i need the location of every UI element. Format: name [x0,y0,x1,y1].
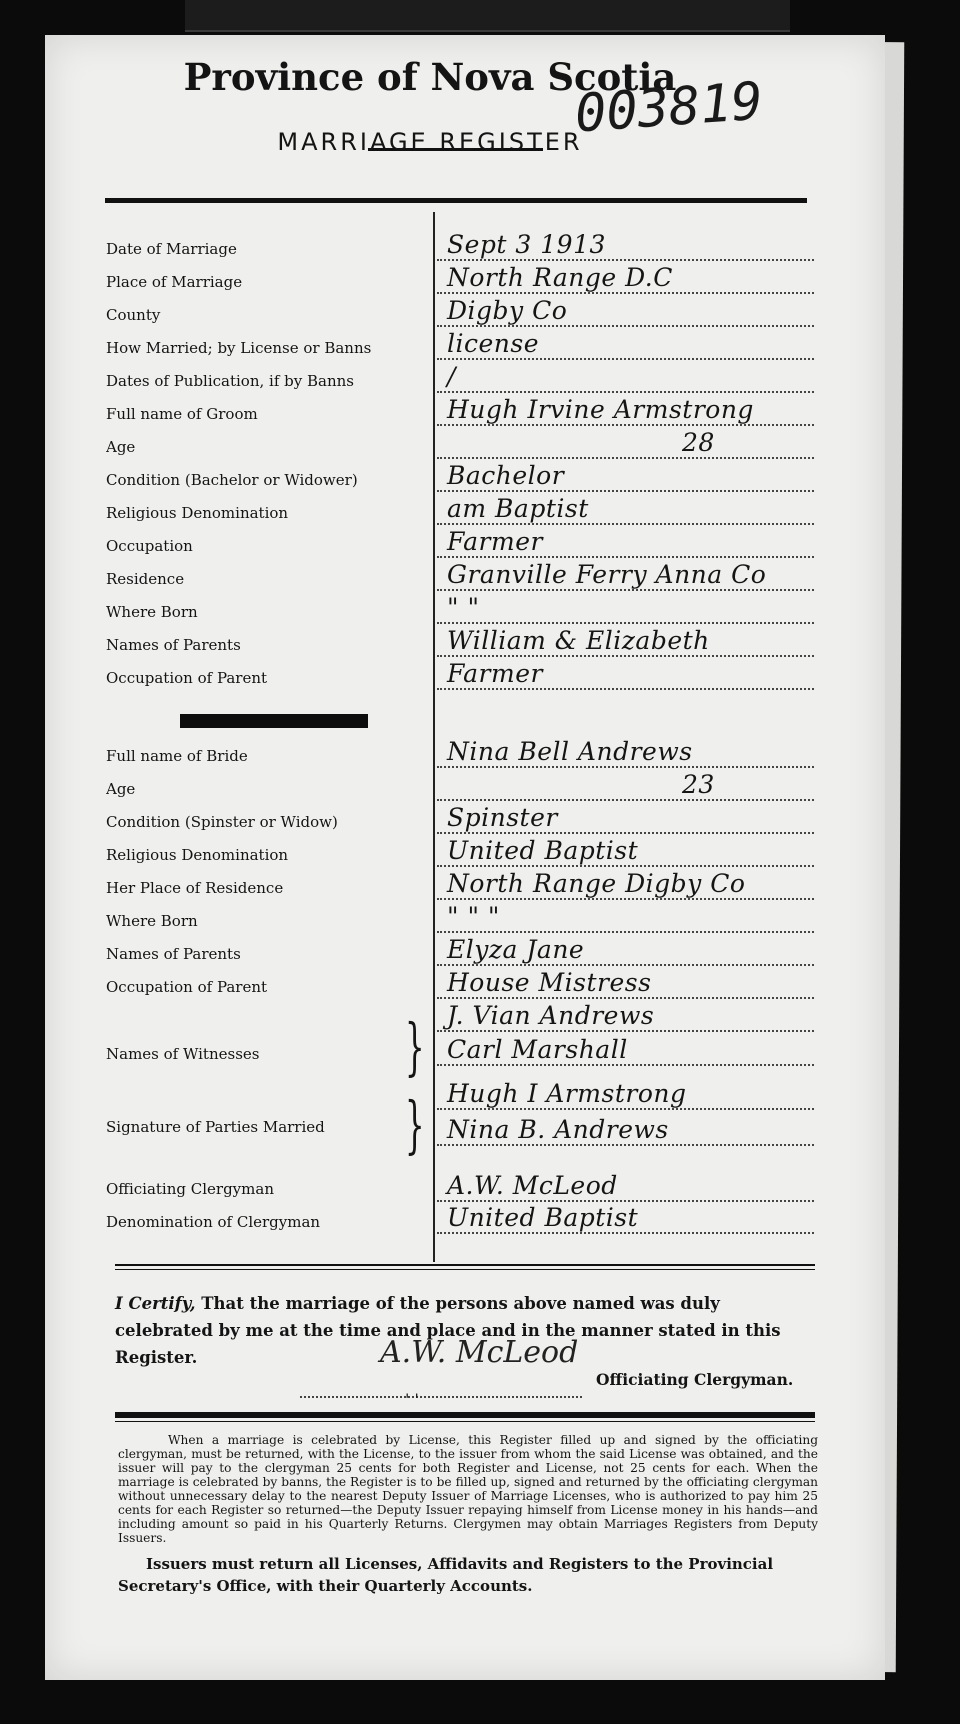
field-label: Occupation of Parent [106,669,268,687]
signature-1-value [437,1079,814,1110]
field-label: Date of Marriage [106,240,237,258]
field-label: Her Place of Residence [106,879,284,897]
denomination-clergy-label-row [106,1211,426,1233]
signature-2-value [437,1115,814,1146]
handwriting: license [447,329,540,358]
handwriting: " " " [447,902,500,931]
witness-1-value [437,1001,814,1032]
field-label: How Married; by License or Banns [106,339,372,357]
field-label: Full name of Bride [106,747,248,765]
handwriting: Nina B. Andrews [447,1115,669,1144]
field-value [437,230,814,261]
mid-rule-2 [115,1269,815,1270]
handwriting: 28 [682,428,715,457]
mid-rule-1 [115,1264,815,1266]
field-label: Where Born [106,912,198,930]
handwriting: am Baptist [447,494,589,523]
field-label: Condition (Spinster or Widow) [106,813,338,831]
field-label-row [106,568,426,590]
handwriting: North Range D.C [447,263,673,292]
field-label: Occupation [106,537,193,555]
field-value [437,395,814,426]
handwriting: Hugh Irvine Armstrong [447,395,754,424]
handwriting: Spinster [447,803,558,832]
field-label-row [106,370,426,392]
field-label: Signature of Parties Married [106,1118,325,1136]
page-title: Province of Nova Scotia [183,55,677,99]
field-value [437,737,814,768]
field-value [437,560,814,591]
officiating-label-row [106,1178,426,1200]
field-value [437,428,814,459]
handwriting: Carl Marshall [447,1035,628,1064]
dot-leader [106,451,426,453]
field-value [437,902,814,933]
field-label: Condition (Bachelor or Widower) [106,471,358,489]
field-label: Names of Witnesses [106,1045,260,1063]
denomination-clergy-value [437,1203,814,1234]
field-label: Denomination of Clergyman [106,1213,321,1231]
field-label: Residence [106,570,185,588]
handwriting: / [447,362,456,391]
field-label: County [106,306,161,324]
handwriting: 23 [682,770,715,799]
field-label-row [106,910,426,932]
field-label: Where Born [106,603,198,621]
handwriting: J. Vian Andrews [447,1001,655,1030]
tape-strip [185,0,790,32]
certify-body: That the marriage of the persons above named was duly celebrated by me at the time and place and in the manner stated in this Register. [115,1294,781,1367]
handwriting: A.W. McLeod [447,1171,618,1200]
field-label: Place of Marriage [106,273,243,291]
handwriting: North Range Digby Co [447,869,746,898]
field-label-row [106,238,426,260]
signature-line [300,1370,582,1398]
witnesses-brace: } [404,1010,425,1083]
field-label-row [106,271,426,293]
field-label-row [106,634,426,656]
column-divider [433,212,435,1262]
license-notice: When a marriage is celebrated by License, this Register filled up and signed by the officiating clergyman, must be returned, with the License, to the issuer from whom the said License was obtained, and the issuer will pay to the clergyman 25 cents for both Register and License, not 25 cents for each. When the marriage is celebrated by banns, the Register is to be filled up, signed and returned by the officiating clergyman without unnecessary delay to the nearest Deputy Issuer of Marriage Licenses, who is authorized to pay him 25 cents for each Register so returned—the Deputy Issuer repaying himself from License money in his hands—and including amount so paid in his Quarterly Returns. Clergymen may obtain Marriages Registers from Deputy Issuers. [118,1433,818,1545]
certify-lead: I Certify, [115,1294,196,1313]
field-value [437,869,814,900]
field-label: Religious Denomination [106,846,289,864]
field-value [437,263,814,294]
field-label-row [106,601,426,623]
handwriting: United Baptist [447,836,639,865]
witness-2-value [437,1035,814,1066]
footer-rule-2 [115,1421,815,1422]
field-label-row [106,811,426,833]
field-value [437,527,814,558]
field-value [437,968,814,999]
field-label-row [106,469,426,491]
clergy-signature: A.W. McLeod [380,1335,579,1370]
handwriting: Nina Bell Andrews [447,737,693,766]
handwriting: United Baptist [447,1203,639,1232]
field-value [437,626,814,657]
field-label: Occupation of Parent [106,978,268,996]
field-value [437,461,814,492]
field-value [437,803,814,834]
field-label-row [106,304,426,326]
field-label-row [106,745,426,767]
handwriting: William & Elizabeth [447,626,710,655]
field-label-row [106,337,426,359]
field-label: Age [106,780,136,798]
field-label-row [106,502,426,524]
field-value [437,836,814,867]
field-value [437,362,814,393]
field-label: Age [106,438,136,456]
redaction-bar [180,714,368,728]
footer-rule-1 [115,1412,815,1418]
field-value [437,494,814,525]
handwriting: " " [447,593,480,622]
field-label: Full name of Groom [106,405,258,423]
witnesses-label-row [106,1043,426,1065]
handwriting: Bachelor [447,461,565,490]
field-label: Officiating Clergyman [106,1180,274,1198]
handwriting: Digby Co [447,296,568,325]
field-label: Names of Parents [106,636,241,654]
field-value [437,659,814,690]
field-label-row [106,976,426,998]
handwriting: Farmer [447,527,543,556]
field-label-row [106,535,426,557]
signatures-label-row [106,1116,426,1138]
register-number: 003819 [573,71,765,145]
field-label-row [106,667,426,689]
field-label: Dates of Publication, if by Banns [106,372,354,390]
signature-ticks: ' ' [405,1390,419,1409]
handwriting: Elyza Jane [447,935,585,964]
dot-leader [106,793,426,795]
header-rule [105,198,807,203]
handwriting: House Mistress [447,968,652,997]
signature-label: Officiating Clergyman. [596,1370,794,1389]
officiating-value [437,1171,814,1202]
field-value [437,935,814,966]
handwriting: Farmer [447,659,543,688]
signatures-brace: } [404,1088,425,1161]
field-label-row [106,436,426,458]
handwriting: Hugh I Armstrong [447,1079,687,1108]
field-value [437,296,814,327]
field-value [437,329,814,360]
field-label-row [106,877,426,899]
field-value [437,770,814,801]
page-subtitle: MARRIAGE REGISTER [277,128,583,156]
field-label-row [106,844,426,866]
field-label: Religious Denomination [106,504,289,522]
issuers-note: Issuers must return all Licenses, Affidavits and Registers to the Provincial Secretary's Office, with their Quarterly Accounts. [118,1555,774,1595]
handwriting: Sept 3 1913 [447,230,606,259]
field-value [437,593,814,624]
field-label: Names of Parents [106,945,241,963]
field-label-row [106,943,426,965]
field-label-row [106,403,426,425]
field-label-row [106,778,426,800]
handwriting: Granville Ferry Anna Co [447,560,767,589]
